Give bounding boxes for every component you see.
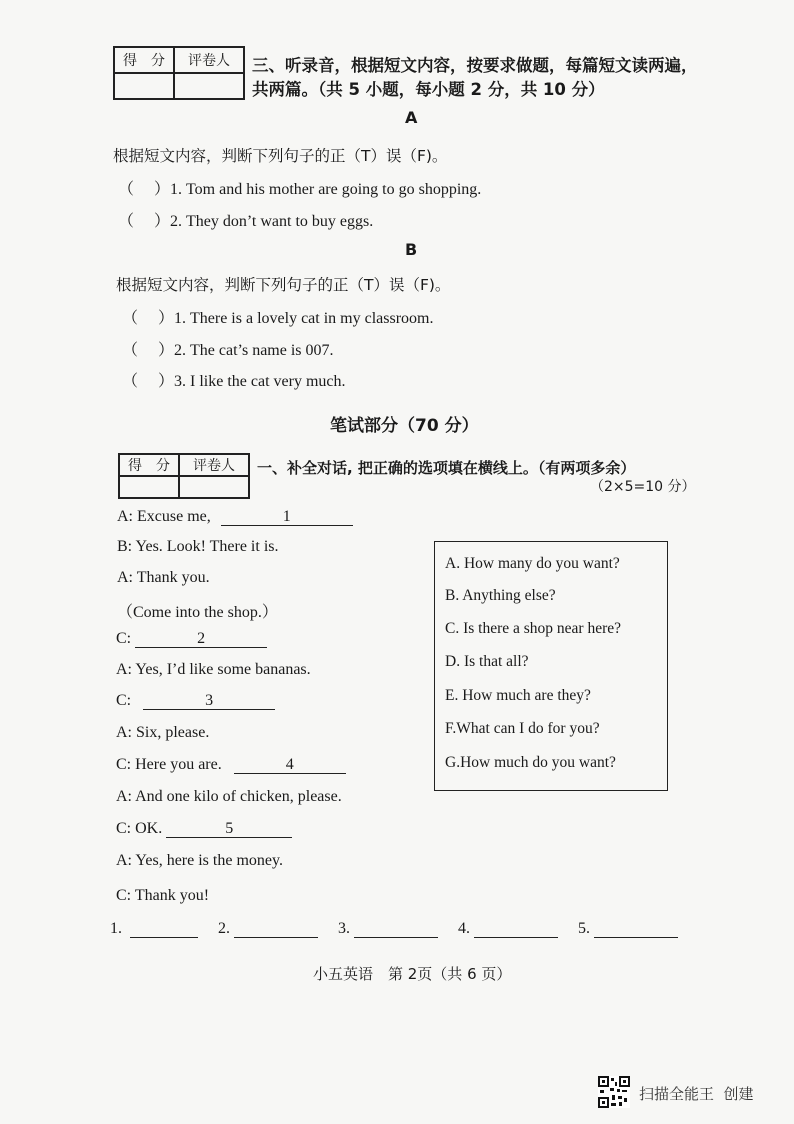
answer-blank-1[interactable] <box>130 920 198 938</box>
dialogue-line-1 <box>117 508 353 526</box>
dialogue-blank-3[interactable] <box>143 692 275 710</box>
dialogue-blank-2[interactable] <box>135 630 267 648</box>
dialogue-line-10: A: And one kilo of chicken, please. <box>116 788 342 805</box>
dialogue-line-3: A: Thank you. <box>117 569 210 586</box>
section-b-instruction: 根据短文内容，判断下列句子的正（T）误（F)。 <box>116 276 451 294</box>
dialogue-line-11 <box>116 820 292 838</box>
dialogue-line-12: A: Yes, here is the money. <box>116 852 283 869</box>
dialogue-line-7 <box>116 692 275 710</box>
listening-title-line1: 三、听录音，根据短文内容，按要求做题，每篇短文读两遍， <box>252 56 698 75</box>
dialogue-line-8: A: Six, please. <box>116 724 210 741</box>
answer-label-5: 5. <box>578 920 590 937</box>
section-a-label: A <box>405 108 418 127</box>
dialogue-line-13: C: Thank you! <box>116 887 210 904</box>
written-title: 笔试部分（70 分） <box>330 416 479 436</box>
dialogue-line-text: A: Excuse me, <box>117 508 211 525</box>
blank-number: 1 <box>282 508 291 525</box>
listening-score-table <box>113 46 245 100</box>
dialogue-blank-4[interactable] <box>234 756 346 774</box>
blank-number: 4 <box>285 756 294 773</box>
section-b-label: B <box>405 240 418 259</box>
grader-header: 评卷人 <box>179 454 249 476</box>
dialogue-line-5 <box>116 630 267 648</box>
grader-header: 评卷人 <box>174 47 244 73</box>
blank-number: 3 <box>205 692 214 709</box>
answer-blank-3[interactable] <box>354 920 438 938</box>
blank-number: 2 <box>197 630 206 647</box>
score-header: 得 分 <box>114 47 174 73</box>
dialogue-line-text: C: <box>116 692 132 709</box>
option-d: D. Is that all? <box>445 653 529 670</box>
option-a: A. How many do you want? <box>445 555 620 572</box>
dialogue-line-4: （Come into the shop.） <box>117 604 278 621</box>
watermark-text: 扫描全能王 创建 <box>639 1085 754 1103</box>
option-f: F.What can I do for you? <box>445 720 600 737</box>
answer-row <box>110 920 678 938</box>
answer-label-1: 1. <box>110 920 122 937</box>
answer-blank-5[interactable] <box>594 920 678 938</box>
section-b-item-3: （ ）3. I like the cat very much. <box>122 373 346 390</box>
dialogue-blank-1[interactable] <box>221 508 353 526</box>
section-b-item-2: （ ）2. The cat’s name is 007. <box>122 342 334 359</box>
page-footer: 小五英语 第 2页（共 6 页） <box>313 965 512 983</box>
dialogue-line-text: C: <box>116 630 132 647</box>
section-a-item-1: （ ）1. Tom and his mother are going to go shopping. <box>118 181 482 198</box>
dialogue-line-6: A: Yes, I’d like some bananas. <box>116 661 311 678</box>
answer-blank-4[interactable] <box>474 920 558 938</box>
dialogue-line-2: B: Yes. Look! There it is. <box>117 538 279 555</box>
section-a-item-2: （ ）2. They don’t want to buy eggs. <box>118 213 374 230</box>
option-b: B. Anything else? <box>445 587 556 604</box>
dialogue-line-text: C: Here you are. <box>116 756 222 773</box>
question-1-title: 一、补全对话, 把正确的选项填在横线上。（有两项多余） <box>257 459 636 477</box>
written-score-table <box>118 453 250 499</box>
section-a-instruction: 根据短文内容，判断下列句子的正（T）误（F)。 <box>113 147 448 165</box>
score-cell[interactable] <box>114 73 174 99</box>
question-1-points: （2×5=10 分） <box>590 479 696 495</box>
blank-number: 5 <box>225 820 234 837</box>
score-header: 得 分 <box>119 454 179 476</box>
score-cell[interactable] <box>119 476 179 498</box>
answer-label-4: 4. <box>458 920 470 937</box>
option-g: G.How much do you want? <box>445 754 616 771</box>
answer-label-2: 2. <box>218 920 230 937</box>
grader-cell[interactable] <box>174 73 244 99</box>
dialogue-blank-5[interactable] <box>166 820 292 838</box>
option-e: E. How much are they? <box>445 687 591 704</box>
answer-label-3: 3. <box>338 920 350 937</box>
section-b-item-1: （ ）1. There is a lovely cat in my classroom. <box>122 310 434 327</box>
qr-code-icon <box>598 1076 630 1108</box>
option-c: C. Is there a shop near here? <box>445 620 622 637</box>
grader-cell[interactable] <box>179 476 249 498</box>
dialogue-line-9 <box>116 756 346 774</box>
answer-blank-2[interactable] <box>234 920 318 938</box>
listening-title-line2: 共两篇。（共 5 小题，每小题 2 分，共 10 分） <box>252 80 605 99</box>
dialogue-line-text: C: OK. <box>116 820 163 837</box>
